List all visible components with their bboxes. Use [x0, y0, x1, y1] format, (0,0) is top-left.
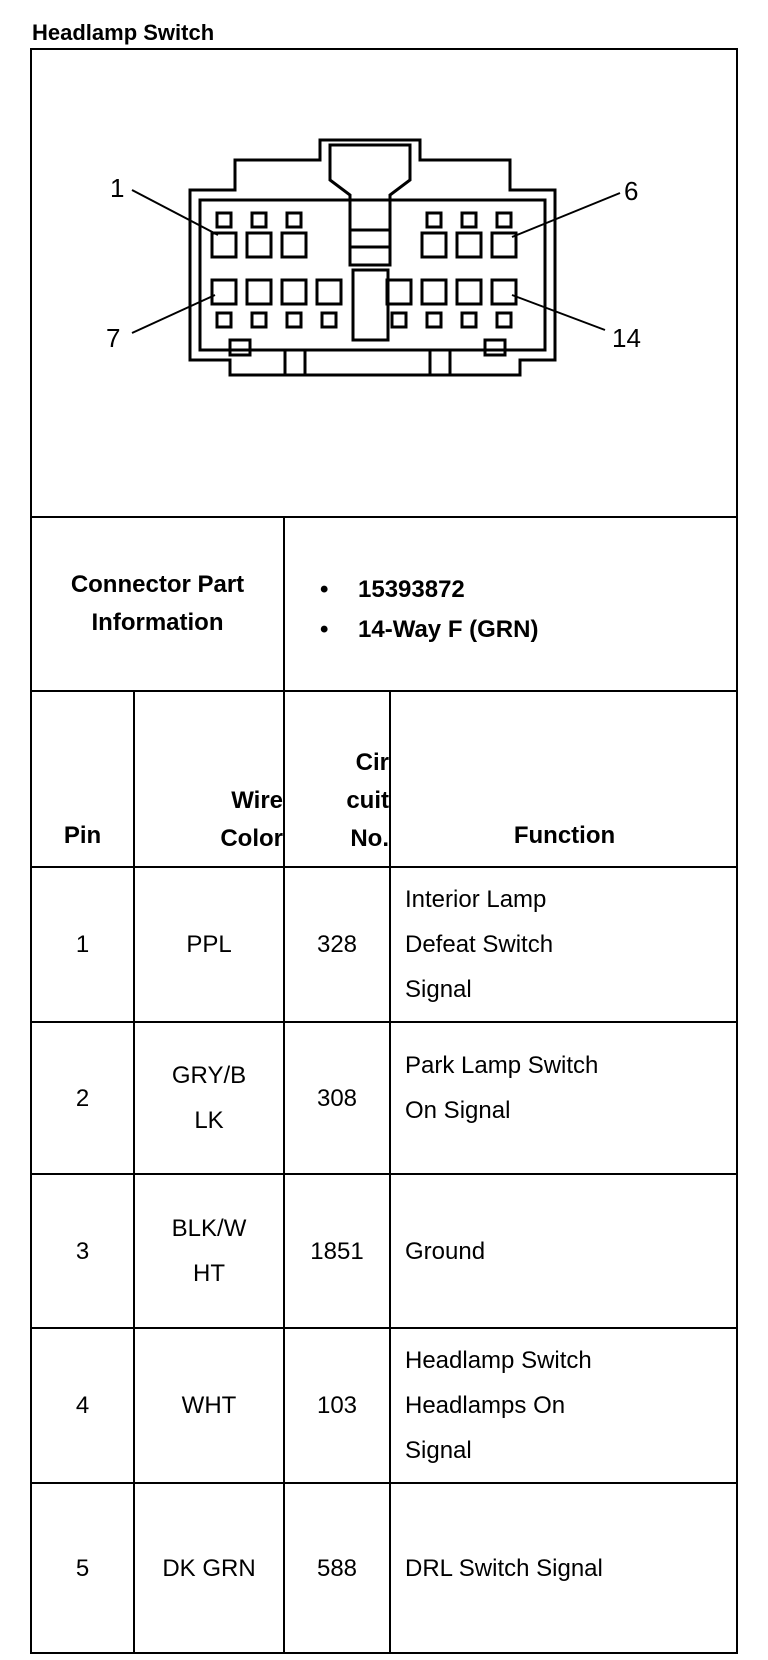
- list-item: • 15393872: [320, 576, 465, 603]
- cell-circuit: 1851: [310, 1237, 364, 1265]
- connector-info-label: Connector Part Information: [70, 571, 245, 636]
- pin-label-1: 1: [110, 173, 125, 203]
- cell-function: DRL Switch Signal: [405, 1554, 603, 1582]
- cell-function: Interior Lamp Defeat Switch Signal: [405, 886, 554, 1003]
- cell-function: Park Lamp Switch On Signal: [405, 1052, 599, 1124]
- header-function: Function: [513, 822, 616, 849]
- cell-circuit: 588: [316, 1554, 358, 1582]
- header-wire-color: Wire Color: [220, 787, 283, 852]
- pin-label-7: 7: [106, 323, 121, 353]
- cell-wire: GRY/B LK: [171, 1062, 247, 1134]
- connector-diagram: [100, 135, 700, 415]
- list-item: • 14-Way F (GRN): [320, 616, 539, 643]
- cell-circuit: 328: [316, 931, 358, 958]
- cell-circuit: 308: [316, 1084, 358, 1112]
- cell-wire: DK GRN: [162, 1554, 256, 1582]
- cell-wire: PPL: [186, 931, 232, 958]
- cell-circuit: 103: [316, 1392, 358, 1419]
- page-title: Headlamp Switch: [32, 20, 215, 45]
- cell-pin: 4: [75, 1392, 90, 1419]
- cell-pin: 5: [75, 1554, 90, 1582]
- pin-label-6: 6: [624, 176, 639, 206]
- pin-label-14: 14: [612, 323, 641, 353]
- header-circuit: Cir cuit No.: [346, 749, 389, 852]
- cell-pin: 3: [75, 1237, 90, 1265]
- cell-function: Headlamp Switch Headlamps On Signal: [405, 1347, 592, 1464]
- cell-function: Ground: [405, 1237, 486, 1265]
- header-pin: Pin: [63, 822, 102, 849]
- cell-wire: BLK/W HT: [171, 1215, 247, 1287]
- cell-pin: 2: [75, 1084, 90, 1112]
- connector-info-list: [320, 570, 538, 650]
- cell-pin: 1: [75, 931, 90, 958]
- cell-wire: WHT: [181, 1392, 237, 1419]
